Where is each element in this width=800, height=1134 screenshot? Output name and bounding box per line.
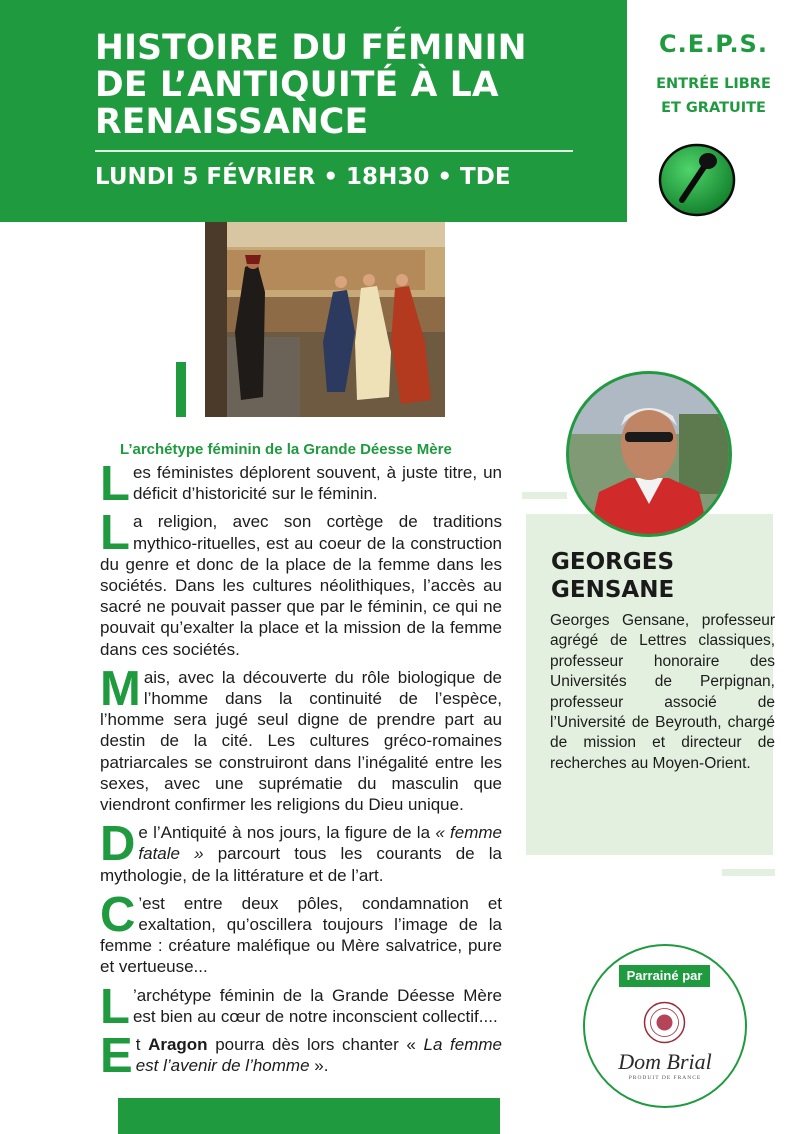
paragraph [100, 979, 502, 1034]
decorative-bar [522, 492, 567, 499]
sponsor-seal-icon [642, 1000, 687, 1045]
drop-cap: C [100, 887, 136, 942]
title-line-2: DE L’ANTIQUITÉ À LA [95, 65, 499, 105]
article-body [100, 457, 503, 1084]
sponsor-brand-sub: PRODUIT DE FRANCE [628, 1075, 702, 1081]
title-divider [95, 150, 573, 152]
paragraph-text-start: t [135, 1035, 149, 1055]
paragraph-text-middle: pourra dès lors chanter « [207, 1035, 424, 1055]
microphone-icon [655, 142, 739, 222]
drop-cap: L [100, 979, 130, 1034]
admission-line-1: ENTRÉE LIBRE [656, 76, 771, 92]
paragraph [100, 506, 502, 659]
paragraph-text: es féministes déplorent souvent, à juste titre, un déficit d’historicité sur le féminin. [132, 463, 502, 504]
paragraph-text: ais, avec la découverte du rôle biologique de l’homme dans la continuité de l’espèce, l’homme sera jugé seul digne de prendre part au destin de la cité. Les cultures gréco-romaines patriarcales se construiront dans l’inégalité entre les sexes, avec une suprématie du masculin que viendront confirmer les religions du Dieu unique. [100, 667, 502, 815]
speaker-photo [566, 371, 732, 537]
paragraph-text: ’est entre deux pôles, condamnation et exaltation, qu’oscillera toujours l’image de la femme : créature maléfique ou Mère salvatrice, pure et vertueuse... [100, 893, 502, 977]
paragraph-text-end: ». [309, 1056, 329, 1076]
paragraph [100, 457, 502, 511]
title-line-1: HISTOIRE DU FÉMININ [95, 28, 527, 68]
sponsor-label: Parrainé par [619, 965, 710, 987]
article-subtitle: L’archétype féminin de la Grande Déesse Mère [120, 441, 452, 458]
event-date-time-place: LUNDI 5 FÉVRIER • 18H30 • TDE [95, 164, 511, 190]
paragraph [100, 887, 502, 978]
decorative-bar [722, 869, 775, 876]
author-name: Aragon [148, 1035, 208, 1055]
drop-cap: D [100, 817, 136, 872]
quote-text: La femme est l’avenir de l’homme [135, 1035, 503, 1076]
paragraph-text-start: e l’Antiquité à nos jours, la figure de la [138, 823, 436, 843]
speaker-name-line-1: GEORGES [551, 549, 675, 575]
speaker-name-line-2: GENSANE [551, 577, 675, 603]
admission-note [627, 72, 800, 120]
emphasis-text: « femme fatale » [138, 823, 502, 864]
dante-beatrice-painting [205, 222, 445, 417]
sponsor-brand: Dom Brial [618, 1049, 712, 1074]
admission-line-2: ET GRATUITE [661, 100, 766, 116]
paragraph-text-end: parcourt tous les courants de la mythologie, de la littérature et de l’art. [100, 844, 502, 885]
paragraph-text: a religion, avec son cortège de traditions mythico-rituelles, est au coeur de la construction du genre et donc de la place de la femme dans les sociétés. Dans les cultures néolithiques, l’accès au sacré ne pouvait passer que par le féminin, ce qui ne pouvait qu’exalter la place et la mission de la femme dans ces sociétés. [100, 512, 502, 659]
drop-cap: L [100, 506, 130, 561]
organizer-name: C.E.P.S. [659, 30, 768, 58]
drop-cap: E [100, 1029, 133, 1084]
speaker-name [551, 548, 731, 604]
accent-bar [176, 362, 186, 417]
event-title [95, 30, 615, 141]
paragraph [100, 817, 502, 886]
drop-cap: L [100, 457, 130, 511]
paragraph [100, 661, 502, 815]
speaker-bio: Georges Gensane, professeur agrégé de Lettres classiques, professeur honoraire des Universités de Perpignan, professeur associé de l’Université de Beyrouth, chargé de mission et directeur de recherches au Moyen-Orient. [550, 612, 775, 772]
paragraph-text: ’archétype féminin de la Grande Déesse Mère est bien au cœur de notre inconscient collectif.... [132, 985, 502, 1026]
drop-cap: M [100, 661, 141, 716]
paragraph [100, 1029, 503, 1084]
title-line-3: RENAISSANCE [95, 102, 369, 142]
footer-bar [118, 1098, 500, 1134]
